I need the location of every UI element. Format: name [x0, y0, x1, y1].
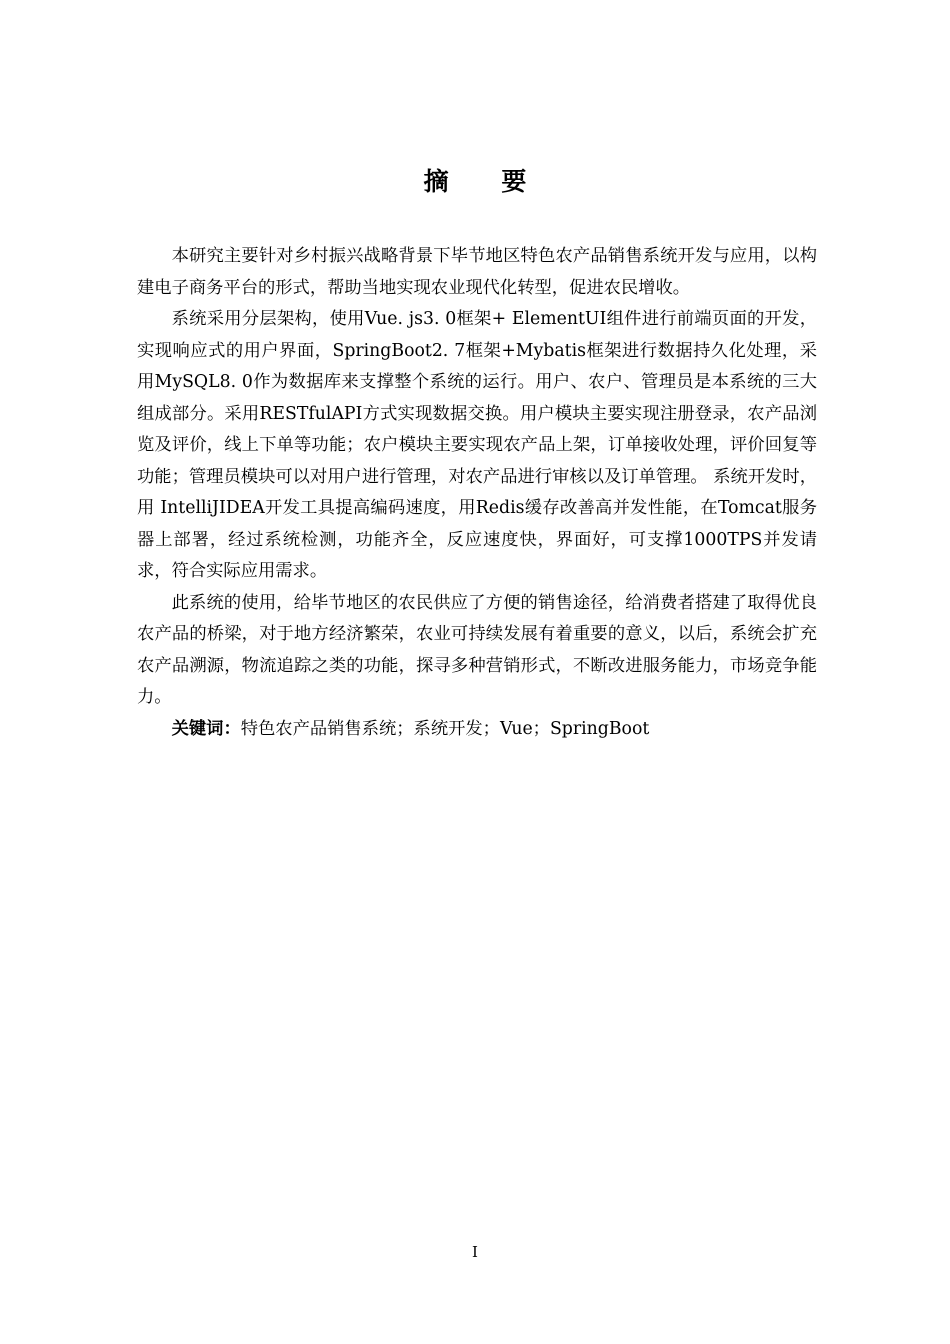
- abstract-paragraph-1: 本研究主要针对乡村振兴战略背景下毕节地区特色农产品销售系统开发与应用，以构建电子商务平台的形式，帮助当地实现农业现代化转型，促进农民增收。: [137, 246, 817, 298]
- abstract-paragraph-2: 系统采用分层架构，使用Vue. js3. 0框架+ ElementUI组件进行前端页面的开发，实现响应式的用户界面，SpringBoot2. 7框架+Mybatis框架进行数据持久化处理，采用MySQL8. 0作为数据库来支撑整个系统的运行。用户、农户、管理员是本系统的三大组成部分。采用RESTfulAPI方式实现数据交换。用户模块主要实现注册登录，农产品浏览及评价，线上下单等功能；农户模块主要实现农产品上架，订单接收处理，评价回复等功能；管理员模块可以对用户进行管理，对农产品进行审核以及订单管理。 系统开发时，用 IntelliJIDEA开发工具提高编码速度，用Redis缓存改善高并发性能，在Tomcat服务器上部署，经过系统检测，功能齐全，反应速度快，界面好，可支撑1000TPS并发请求，符合实际应用需求。: [137, 309, 817, 581]
- abstract-title: 摘 要: [423, 167, 549, 196]
- abstract-paragraph-3: 此系统的使用，给毕节地区的农民供应了方便的销售途径，给消费者搭建了取得优良农产品的桥梁，对于地方经济繁荣，农业可持续发展有着重要的意义，以后，系统会扩充农产品溯源，物流追踪之类的功能，探寻多种营销形式，不断改进服务能力，市场竞争能力。: [137, 592, 817, 707]
- page-number: I: [472, 1243, 478, 1261]
- keywords-text: 特色农产品销售系统；系统开发；Vue；SpringBoot: [240, 718, 650, 739]
- keywords-label: 关键词：: [171, 718, 241, 739]
- abstract-body: [137, 241, 817, 745]
- keywords-line: [137, 714, 817, 746]
